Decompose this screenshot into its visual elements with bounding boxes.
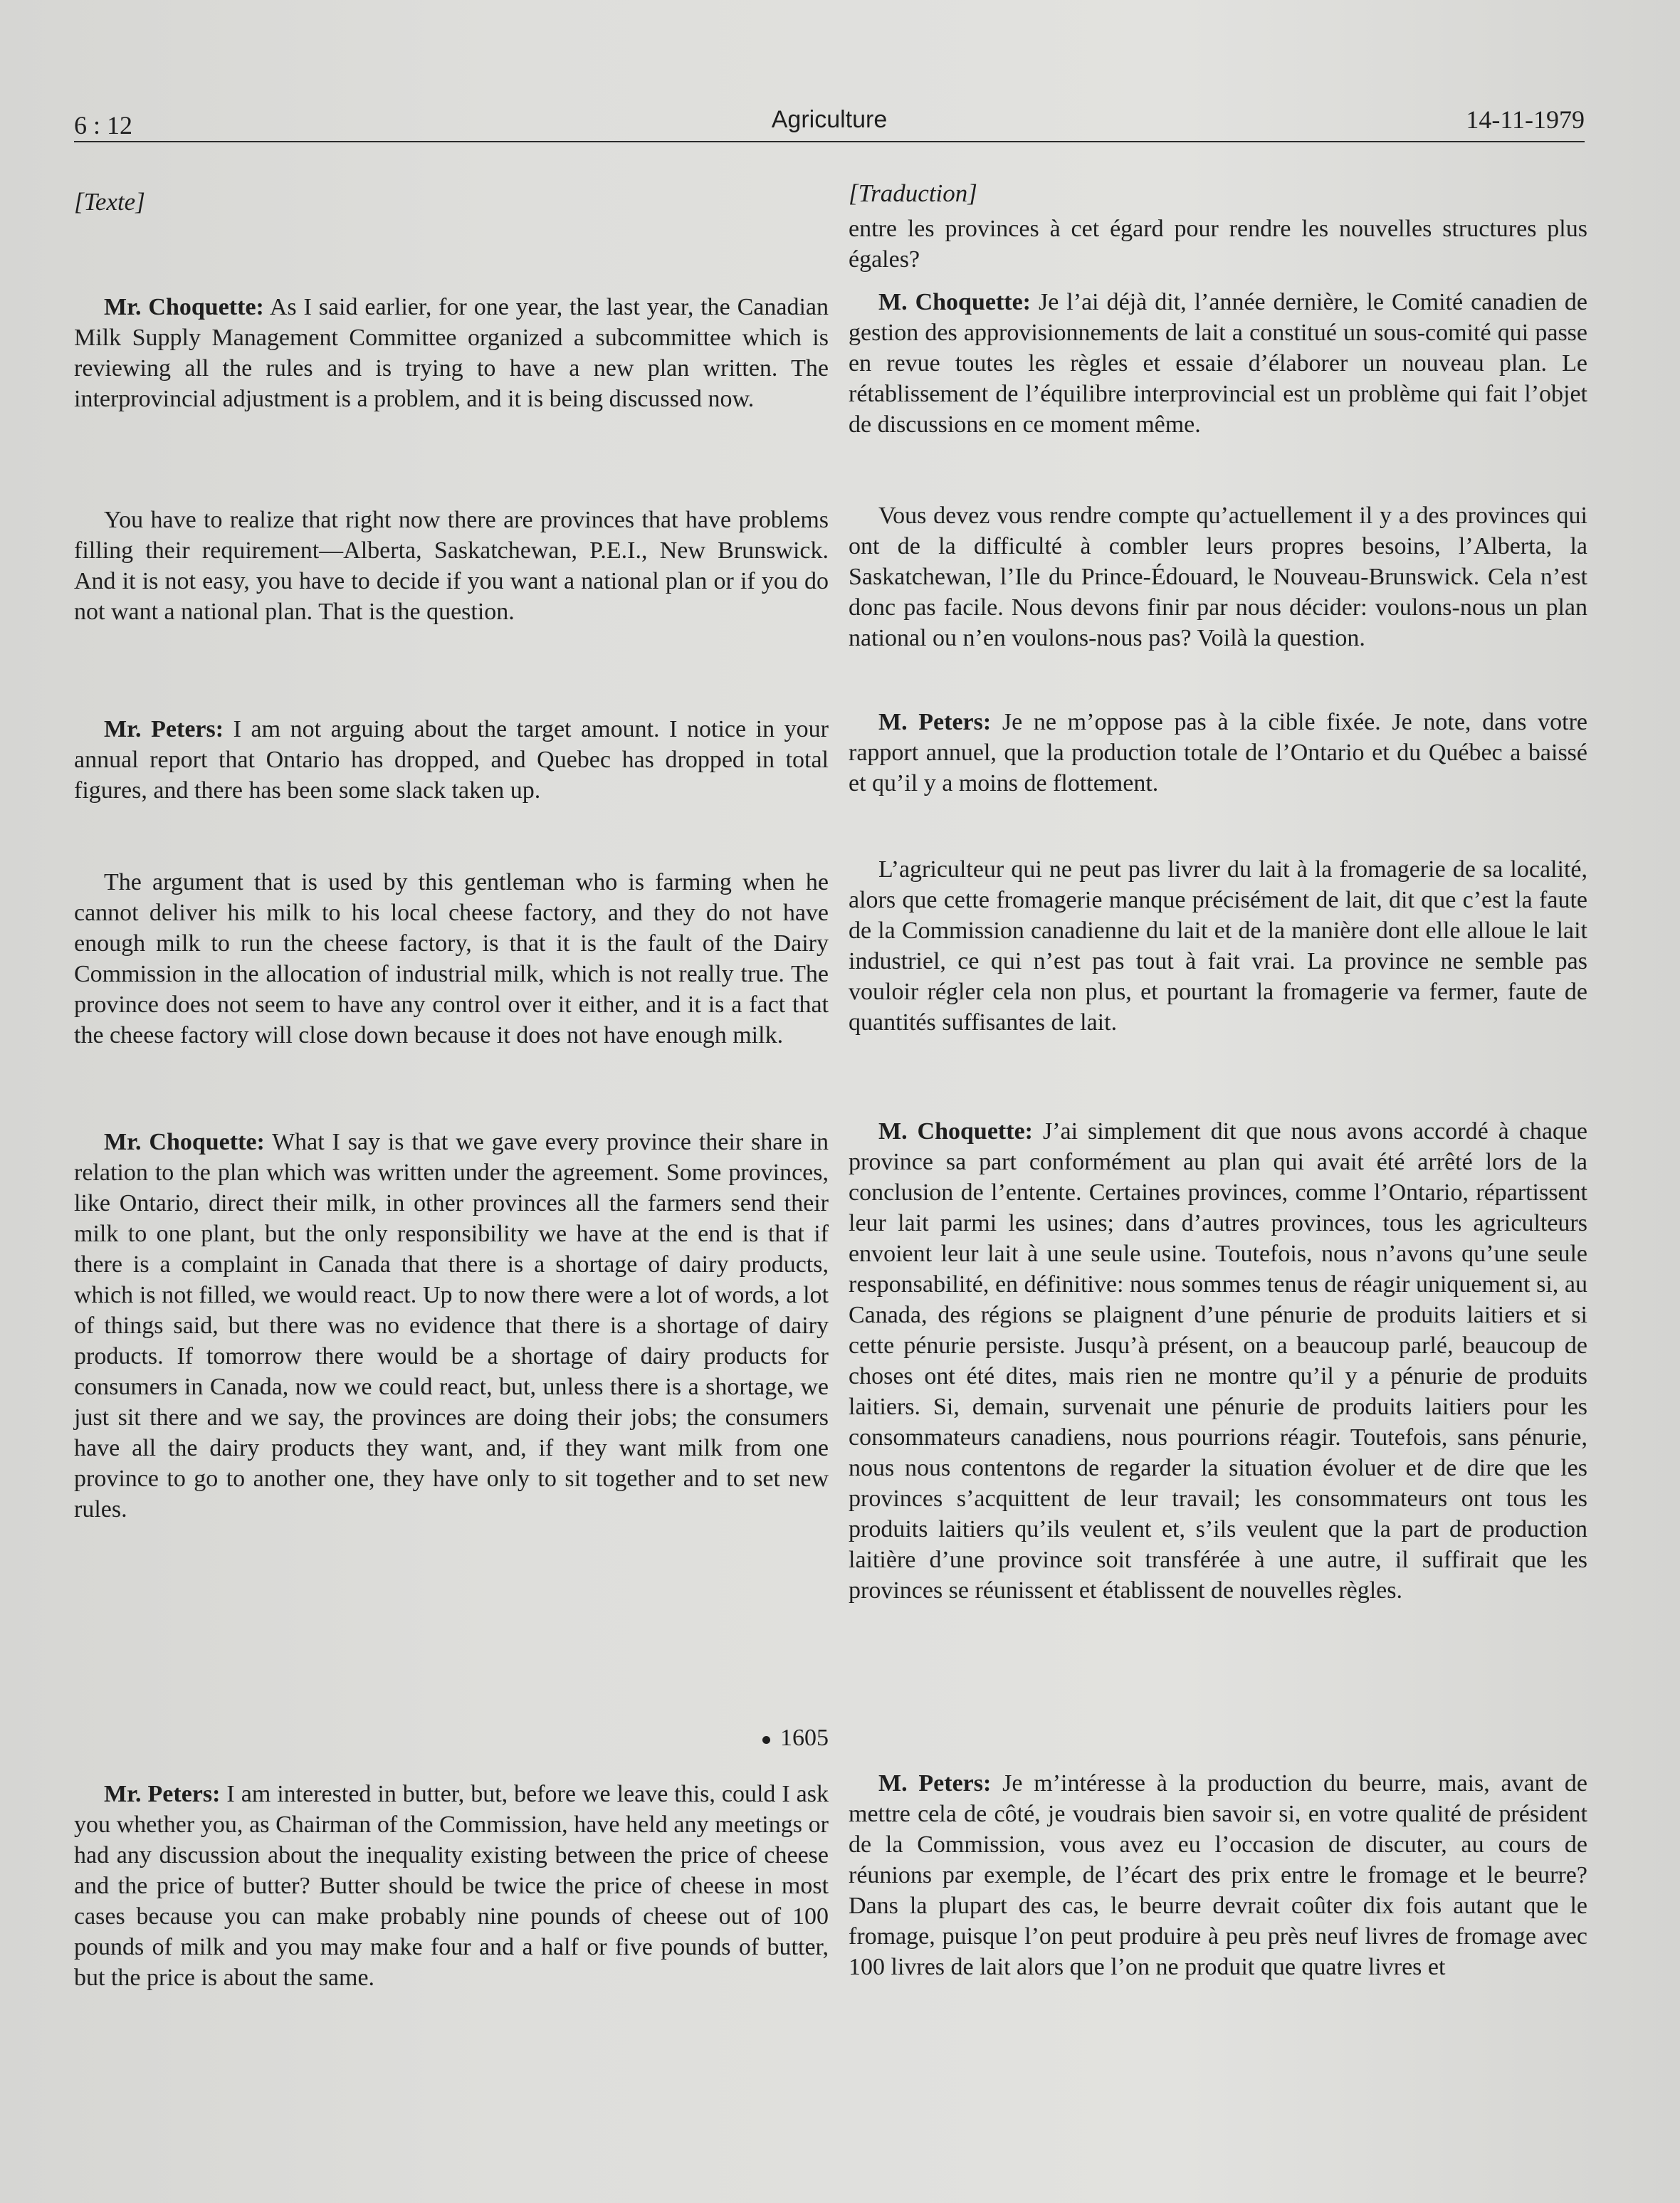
- continuation-text: entre les provinces à cet égard pour rendre les nouvelles structures plus égales?: [849, 216, 1587, 273]
- speaker-name: Mr. Choquette:: [104, 1129, 265, 1155]
- paragraph: Mr. Choquette: What I say is that we gave every province their share in relation to the plan which was written under the agreement. Some provinces, like Ontario, direct their milk, in other provinces all the farmers send their milk to one plant, but the only responsibility we have at the end is that if there is a complaint in Canada that there is a shortage of dairy products, which is not filled, we would react. Up to now there were a lot of words, a lot of things said, but there was no evidence that there is a shortage of dairy products. If tomorrow there would be a shortage of dairy products for consumers in Canada, now we could react, but, unless there is a shortage, we just sit there and we say, the provinces are doing their jobs; the consumers have all the dairy products they want, and, if they want milk from one province to go to another one, they have only to sit together and to set new rules.: [74, 1129, 829, 1523]
- french-column: [849, 0, 1587, 2203]
- time-marker: 1605: [762, 1723, 829, 1753]
- speaker-name: M. Peters:: [878, 709, 992, 735]
- paragraph: Vous devez vous rendre compte qu’actuellement il y a des provinces qui ont de la difficulté à combler leurs propres besoins, l’Alberta, la Saskatchewan, l’Ile du Prince-Édouard, le Nouveau-Brunswick. Cela n’est donc pas facile. Nous devons finir par nous décider: voulons-nous un plan national ou n’en voulons-nous pas? Voilà la question.: [849, 503, 1587, 651]
- section-label-english: [Texte]: [74, 188, 145, 216]
- speaker-name: Mr. Peters:: [104, 716, 224, 742]
- speaker-name: M. Choquette:: [878, 1118, 1033, 1145]
- paragraph: You have to realize that right now there are provinces that have problems filling their requirement—Alberta, Saskatchewan, P.E.I., New Brunswick. And it is not easy, you have to decide if you want a national plan or if you do not want a national plan. That is the question.: [74, 507, 829, 625]
- page-number: 6 : 12: [74, 111, 133, 140]
- paragraph: L’agriculteur qui ne peut pas livrer du lait à la fromagerie de sa localité, alors que cette fromagerie manque précisément de lait, dit que c’est la faute de la Commission canadienne du lait et de la manière dont elle alloue le lait industriel, ce qui n’est pas tout à fait vrai. La province ne semble pas vouloir régler cela non plus, et pourtant la fromagerie va fermer, faute de quantités suffisantes de lait.: [849, 856, 1587, 1036]
- speaker-name: Mr. Choquette:: [104, 294, 264, 320]
- speaker-name: M. Choquette:: [878, 289, 1031, 315]
- page-date: 14-11-1979: [1466, 105, 1585, 134]
- speaker-name: Mr. Peters:: [104, 1781, 221, 1807]
- speaker-name: M. Peters:: [878, 1770, 992, 1797]
- paragraph: M. Peters: Je ne m’oppose pas à la cible fixée. Je note, dans votre rapport annuel, que la production totale de l’Ontario et du Québec a baissé et qu’il y a moins de flottement.: [849, 709, 1587, 796]
- section-label-french: [Traduction]: [849, 179, 977, 207]
- paragraph: Mr. Peters: I am not arguing about the target amount. I notice in your annual report that Ontario has dropped, and Quebec has dropped in total figures, and there has been some slack taken up.: [74, 716, 829, 804]
- paragraph: The argument that is used by this gentleman who is farming when he cannot deliver his milk to his local cheese factory, and they do not have enough milk to run the cheese factory, is that it is the fault of the Dairy Commission in the allocation of industrial milk, which is not really true. The province does not seem to have any control over it either, and it is a fact that the cheese factory will close down because it does not have enough milk.: [74, 869, 829, 1048]
- paragraph: Mr. Peters: I am interested in butter, but, before we leave this, could I ask you whether you, as Chairman of the Commission, have held any meetings or had any discussion about the inequality existing between the price of cheese and the price of butter? Butter should be twice the price of cheese in most cases because you can make probably nine pounds of cheese out of 100 pounds of milk and you may make four and a half or five pounds of butter, but the price is about the same.: [74, 1781, 829, 1991]
- paragraph: M. Peters: Je m’intéresse à la production du beurre, mais, avant de mettre cela de côté, je voudrais bien savoir si, en votre qualité de président de la Commission, vous avez eu l’occasion de discuter, au cours de réunions par exemple, de l’écart des prix entre le fromage et le beurre? Dans la plupart des cas, le beurre devrait coûter dix fois autant que le fromage, puisque l’on peut produire à peu près neuf livres de fromage avec 100 livres de lait alors que l’on ne produit que quatre livres et: [849, 1770, 1588, 1980]
- english-column: [74, 0, 829, 2203]
- paragraph: Mr. Choquette: As I said earlier, for one year, the last year, the Canadian Milk Supply Management Committee organized a subcommittee which is reviewing all the rules and is trying to have a new plan written. The interprovincial adjustment is a problem, and it is being discussed now.: [74, 294, 829, 412]
- bullet-icon: [762, 1736, 770, 1744]
- page-title: Agriculture: [771, 106, 888, 133]
- paragraph: M. Choquette: Je l’ai déjà dit, l’année dernière, le Comité canadien de gestion des approvisionnements de lait a constitué un sous-comité qui passe en revue toutes les règles et essaie d’élaborer un nouveau plan. Le rétablissement de l’équilibre interprovincial est un problème qui fait l’objet de discussions en ce moment même.: [849, 289, 1587, 438]
- paragraph: M. Choquette: J’ai simplement dit que nous avons accordé à chaque province sa part conformément au plan qui avait été arrêté lors de la conclusion de l’entente. Certaines provinces, comme l’Ontario, répartissent leur lait parmi les usines; dans d’autres provinces, tous les agriculteurs envoient leur lait à une seule usine. Toutefois, nous n’avons qu’une seule responsabilité, en définitive: nous sommes tenus de réagir uniquement si, au Canada, des régions se plaignent d’une pénurie de produits laitiers et si cette pénurie persiste. Jusqu’à présent, on a beaucoup parlé, beaucoup de choses ont été dites, mais rien ne montre qu’il y a pénurie de produits laitiers. Si, demain, survenait une pénurie de produits laitiers pour les consommateurs canadiens, nous pourrions réagir. Toutefois, sans pénurie, nous nous contentons de regarder la situation évoluer et de dire que les provinces s’acquittent de leur travail; les consommateurs ont tous les produits laitiers qu’ils veulent et, s’ils veulent que la part de production laitière d’une province soit transférée à une autre, il suffirait que les provinces se réunissent et établissent de nouvelles règles.: [849, 1118, 1587, 1604]
